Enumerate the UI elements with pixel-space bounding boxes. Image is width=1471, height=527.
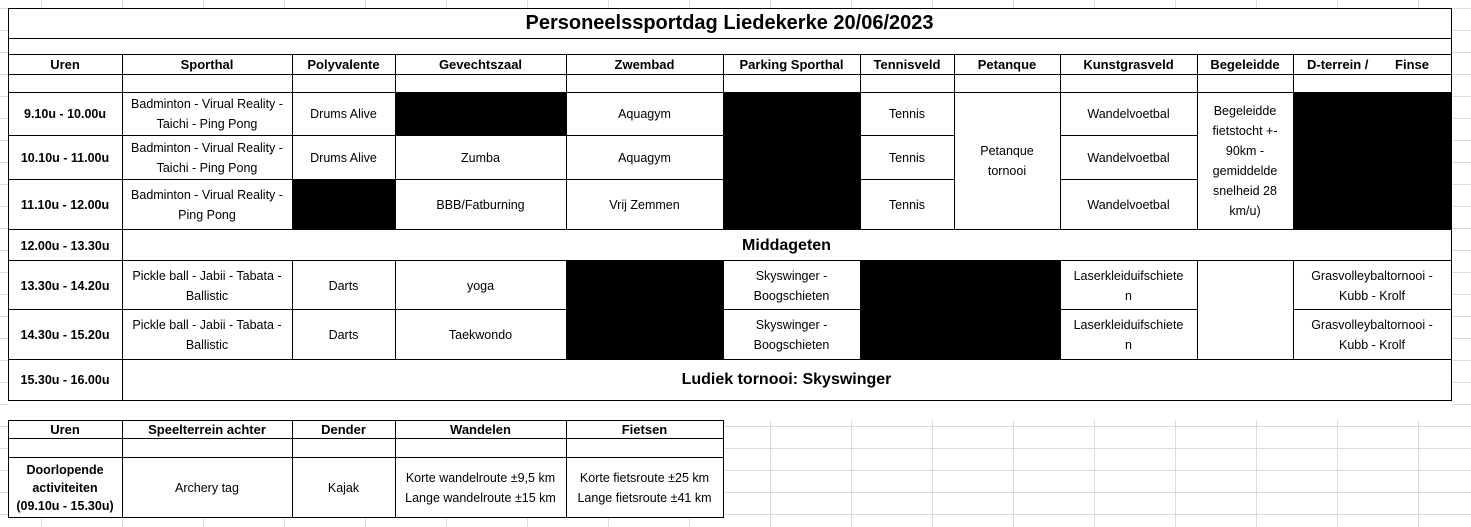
header-sporthal: Sporthal [122,54,292,75]
activity-cell: Tennis [860,180,954,230]
border-line [860,54,861,230]
time-slot: 11.10u - 12.00u [8,180,122,230]
header-kunstgrasveld: Kunstgrasveld [1060,54,1197,75]
activity-line: Badminton - Virual Reality - [131,141,283,155]
activity-cell [122,310,292,360]
activity-line: n [1125,288,1132,303]
route-line: Korte wandelroute ±9,5 km [405,471,556,485]
border-line [1197,261,1198,360]
activity-line: Badminton - Virual Reality - [131,97,283,111]
activity-cell [122,180,292,230]
time-slot: 15.30u - 16.00u [8,360,122,400]
bottom-header-fietsen: Fietsen [566,420,723,439]
border-line [8,400,1452,401]
border-line [1060,54,1061,230]
route-line: Korte fietsroute ±25 km [579,471,710,485]
activity-line: km/u) [1229,204,1261,218]
header-tennisveld: Tennisveld [860,54,954,75]
activity-cell: BBB/Fatburning [395,180,566,230]
border-line [8,8,9,401]
header-d-terrein [1293,54,1451,75]
activity-cell: Darts [292,261,395,310]
continuous-activities-label [8,458,122,518]
activity-line: Pickle ball - Jabii - Tabata - [132,318,282,332]
activity-line: Grasvolleybaltornooi - [1311,318,1433,332]
activity-line: Ballistic [185,288,229,303]
spacer-row [8,400,1451,420]
activity-cell: Wandelvoetbal [1060,180,1197,230]
activity-cell: Zumba [395,136,566,180]
activity-cell [566,458,723,518]
header-zwembad: Zwembad [566,54,723,75]
blocked-cell [723,92,860,230]
activity-cell [122,136,292,180]
activity-cell: Aquagym [566,92,723,136]
activity-line: Taichi - Ping Pong [156,117,258,131]
border-line [954,54,955,230]
activity-cell: Wandelvoetbal [1060,92,1197,136]
bottom-header-wandelen: Wandelen [395,420,566,439]
activity-line: Boogschieten [753,338,830,352]
border-line [1293,261,1294,360]
label-line: Doorlopende [26,463,104,477]
border-line [566,420,567,518]
activity-cell [723,261,860,310]
header-d-terrein-label: D-terrein / [1307,56,1369,72]
border-line [1293,309,1452,310]
border-line [122,54,123,401]
border-line [1293,54,1294,230]
activity-line: Laserkleiduifschiete [1073,318,1184,332]
activity-cell [122,92,292,136]
activity-cell [1197,92,1293,230]
activity-cell [954,92,1060,230]
border-line [860,261,861,360]
border-line [8,420,9,518]
border-line [8,74,1452,75]
border-line [1060,135,1197,136]
empty-cell [1197,261,1293,360]
time-slot: 13.30u - 14.20u [8,261,122,310]
border-line [8,457,724,458]
activity-cell: Drums Alive [292,92,395,136]
border-line [1451,8,1452,401]
activity-line: Skyswinger - [755,268,828,283]
activity-line: Ping Pong [178,208,236,222]
activity-line: Laserkleiduifschiete [1073,268,1184,283]
activity-line: snelheid 28 [1213,184,1277,198]
activity-line: Grasvolleybaltornooi - [1311,268,1433,283]
border-line [8,438,724,439]
border-line [395,261,396,360]
header-polyvalente: Polyvalente [292,54,395,75]
blocked-cell [860,261,1060,360]
blocked-cell [1293,92,1451,230]
time-slot: 10.10u - 11.00u [8,136,122,180]
activity-cell: Taekwondo [395,310,566,360]
activity-line: Badminton - Virual Reality - [131,188,283,202]
time-slot: 12.00u - 13.30u [8,230,122,261]
border-line [8,517,724,518]
blocked-cell [395,92,566,136]
border-line [8,359,1452,360]
border-line [8,179,954,180]
route-line: Lange wandelroute ±15 km [405,491,556,505]
activity-line: 90km - [1225,144,1265,158]
activity-line: Taichi - Ping Pong [156,161,258,175]
border-line [566,54,567,230]
activity-line: Boogschieten [753,288,830,303]
page-title: Personeelssportdag Liedekerke 20/06/2023 [8,8,1451,38]
activity-cell [122,261,292,310]
activity-cell: Kajak [292,458,395,518]
activity-cell [395,458,566,518]
border-line [8,92,1452,93]
border-line [292,54,293,230]
activity-cell [1060,261,1197,310]
activity-line: Pickle ball - Jabii - Tabata - [132,268,282,283]
border-line [1197,54,1198,230]
bottom-header-speelterrein: Speelterrein achter [122,420,292,439]
label-line: activiteiten [32,481,98,495]
time-slot: 14.30u - 15.20u [8,310,122,360]
spacer-row [8,75,1451,92]
empty-row [8,38,1451,54]
activity-line: tornooi [987,164,1027,178]
activity-cell [723,310,860,360]
activity-line: gemiddelde [1212,164,1278,178]
header-petanque: Petanque [954,54,1060,75]
border-line [723,54,724,230]
bottom-header-uren: Uren [8,420,122,439]
activity-cell: Tennis [860,92,954,136]
border-line [8,309,1197,310]
border-line [122,420,123,518]
activity-cell [1060,310,1197,360]
activity-line: Ballistic [185,338,229,352]
border-line [8,260,1452,261]
activity-line: Kubb - Krolf [1338,288,1405,303]
activity-line: Kubb - Krolf [1338,338,1405,352]
border-line [723,261,724,360]
border-line [292,420,293,518]
border-line [292,261,293,360]
activity-line: Petanque [980,144,1034,158]
header-parking: Parking Sporthal [723,54,860,75]
activity-line: fietstocht +- [1212,124,1278,138]
activity-line: Skyswinger - [755,318,828,332]
border-line [8,8,1452,9]
border-line [8,38,1452,39]
activity-line: Begeleidde [1213,104,1277,118]
activity-cell: Darts [292,310,395,360]
border-line [395,54,396,230]
activity-cell [1293,261,1451,310]
header-finse-label: Finse [1395,56,1429,72]
activity-cell: Vrij Zemmen [566,180,723,230]
blocked-cell [566,261,723,360]
border-line [8,420,724,421]
label-line: (09.10u - 15.30u) [16,499,114,513]
header-begeleidde: Begeleidde [1197,54,1293,75]
tournament-banner: Ludiek tornooi: Skyswinger [122,360,1451,400]
activity-cell: Wandelvoetbal [1060,136,1197,180]
border-line [723,420,724,518]
border-line [1060,179,1197,180]
header-gevechtszaal: Gevechtszaal [395,54,566,75]
border-line [8,229,1452,230]
time-slot: 9.10u - 10.00u [8,92,122,136]
activity-cell: Aquagym [566,136,723,180]
spacer-row [8,439,723,458]
header-uren: Uren [8,54,122,75]
activity-cell: yoga [395,261,566,310]
lunch-banner: Middageten [122,230,1451,261]
route-line: Lange fietsroute ±41 km [577,491,712,505]
border-line [1060,261,1061,360]
activity-line: n [1125,338,1132,352]
activity-cell: Drums Alive [292,136,395,180]
bottom-header-dender: Dender [292,420,395,439]
border-line [395,420,396,518]
activity-cell [1293,310,1451,360]
border-line [8,54,1452,55]
border-line [8,135,954,136]
blocked-cell [292,180,395,230]
border-line [566,261,567,360]
activity-cell: Archery tag [122,458,292,518]
activity-cell: Tennis [860,136,954,180]
